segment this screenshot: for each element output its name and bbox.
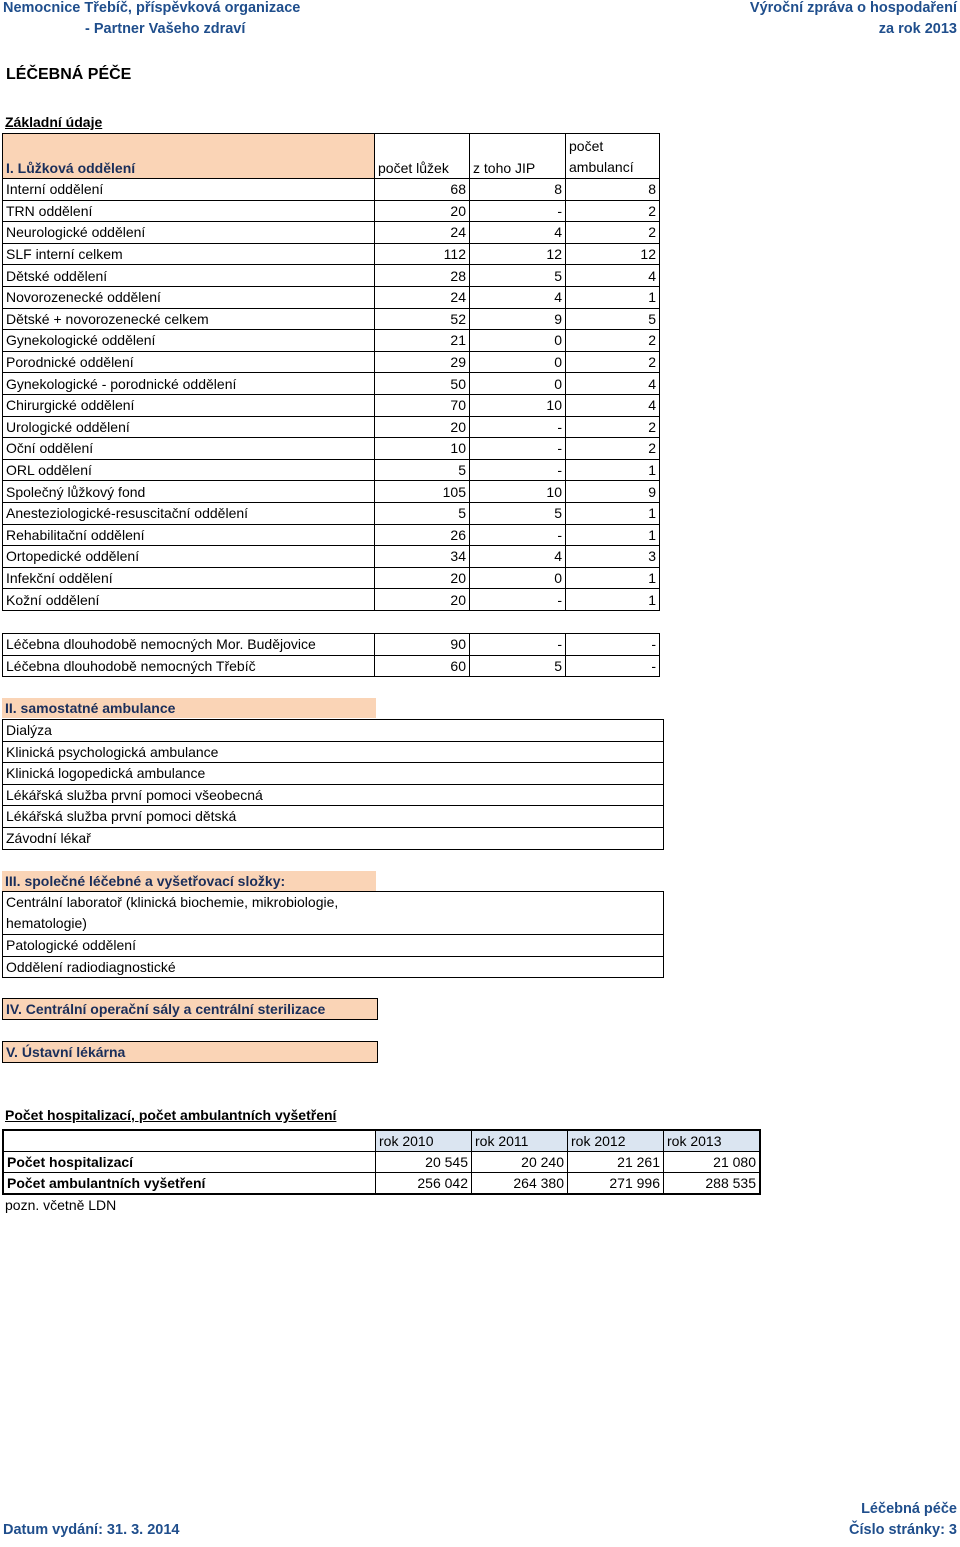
table-row	[3, 481, 660, 503]
department-name: ORL oddělení	[3, 459, 375, 481]
icu-count: -	[470, 524, 566, 546]
beds-count: 24	[375, 286, 470, 308]
icu-count: 8	[470, 179, 566, 201]
page-title: LÉČEBNÁ PÉČE	[6, 66, 132, 83]
beds-count: 29	[375, 351, 470, 373]
ambulance-count: 1	[566, 286, 660, 308]
icu-count: -	[470, 589, 566, 611]
icu-count: 10	[470, 394, 566, 416]
icu-count: 4	[470, 222, 566, 244]
page-number: Číslo stránky: 3	[849, 1522, 957, 1538]
ambulance-count: 2	[566, 351, 660, 373]
stats-table	[2, 1129, 761, 1195]
stats-note: pozn. včetně LDN	[5, 1197, 117, 1213]
department-name: TRN oddělení	[3, 200, 375, 222]
ambulance-count: 9	[566, 481, 660, 503]
table-row	[3, 222, 660, 244]
beds-count: 60	[375, 655, 470, 677]
department-name: Gynekologické - porodnické oddělení	[3, 373, 375, 395]
beds-count: 5	[375, 459, 470, 481]
department-name: Společný lůžkový fond	[3, 481, 375, 503]
section5-title: V. Ústavní lékárna	[2, 1041, 378, 1063]
stats-value: 288 535	[664, 1173, 761, 1195]
table-row	[3, 655, 660, 677]
col-amb-header: počet ambulancí	[566, 134, 660, 179]
section4-title: IV. Centrální operační sály a centrální sterilizace	[2, 998, 378, 1020]
stats-header-row	[3, 1130, 760, 1152]
department-name: Kožní oddělení	[3, 589, 375, 611]
list-item: Centrální laboratoř (klinická biochemie, mikrobiologie, hematologie)	[3, 892, 663, 935]
list-item: Klinická logopedická ambulance	[3, 763, 663, 785]
section1-title: I. Lůžková oddělení	[3, 134, 375, 179]
ambulance-list	[2, 719, 664, 850]
ldn-table	[2, 633, 660, 677]
icu-count: 0	[470, 567, 566, 589]
icu-count: 0	[470, 330, 566, 352]
icu-count: 9	[470, 308, 566, 330]
beds-count: 52	[375, 308, 470, 330]
header-org-slogan: - Partner Vašeho zdraví	[85, 21, 246, 37]
beds-count: 20	[375, 416, 470, 438]
ambulance-count: 3	[566, 546, 660, 568]
list-item: Lékářská služba první pomoci všeobecná	[3, 785, 663, 807]
basic-data-heading: Základní údaje	[5, 114, 103, 130]
table-row	[3, 394, 660, 416]
icu-count: 0	[470, 373, 566, 395]
department-name: Dětské + novorozenecké celkem	[3, 308, 375, 330]
department-name: Oční oddělení	[3, 438, 375, 460]
ambulance-count: 1	[566, 502, 660, 524]
department-name: SLF interní celkem	[3, 243, 375, 265]
icu-count: -	[470, 634, 566, 656]
footer-section-name: Léčebná péče	[861, 1501, 957, 1517]
year-header: rok 2013	[664, 1130, 761, 1152]
ambulance-count: 1	[566, 589, 660, 611]
year-header: rok 2011	[472, 1130, 568, 1152]
ambulance-count: 2	[566, 438, 660, 460]
ambulance-count: 2	[566, 416, 660, 438]
beds-count: 20	[375, 200, 470, 222]
table-row	[3, 351, 660, 373]
ambulance-count: 2	[566, 330, 660, 352]
department-name: Rehabilitační oddělení	[3, 524, 375, 546]
beds-count: 112	[375, 243, 470, 265]
table-row	[3, 1152, 760, 1173]
beds-count: 20	[375, 589, 470, 611]
beds-count: 20	[375, 567, 470, 589]
department-name: Porodnické oddělení	[3, 351, 375, 373]
table-row	[3, 634, 660, 656]
beds-count: 105	[375, 481, 470, 503]
icu-count: 10	[470, 481, 566, 503]
beds-count: 50	[375, 373, 470, 395]
stats-value: 256 042	[376, 1173, 472, 1195]
icu-count: 4	[470, 546, 566, 568]
table-row	[3, 373, 660, 395]
table-row	[3, 589, 660, 611]
table-row	[3, 546, 660, 568]
icu-count: 12	[470, 243, 566, 265]
ambulance-count: -	[566, 634, 660, 656]
icu-count: -	[470, 459, 566, 481]
stats-value: 20 240	[472, 1152, 568, 1173]
beds-count: 21	[375, 330, 470, 352]
department-name: Interní oddělení	[3, 179, 375, 201]
department-name: Ortopedické oddělení	[3, 546, 375, 568]
icu-count: 5	[470, 502, 566, 524]
stats-row-label: Počet hospitalizací	[3, 1152, 376, 1173]
stats-value: 264 380	[472, 1173, 568, 1195]
list-item: Patologické oddělení	[3, 935, 663, 957]
ambulance-count: 4	[566, 373, 660, 395]
icu-count: -	[470, 200, 566, 222]
table-row	[3, 502, 660, 524]
issue-date: Datum vydání: 31. 3. 2014	[3, 1522, 180, 1538]
beds-count: 26	[375, 524, 470, 546]
header-report-year: za rok 2013	[878, 21, 957, 37]
stats-heading: Počet hospitalizací, počet ambulantních vyšetření	[5, 1107, 337, 1123]
beds-count: 68	[375, 179, 470, 201]
ambulance-count: 1	[566, 524, 660, 546]
table-row	[3, 243, 660, 265]
table-row	[3, 179, 660, 201]
ambulance-count: 12	[566, 243, 660, 265]
ambulance-count: 5	[566, 308, 660, 330]
department-name: Novorozenecké oddělení	[3, 286, 375, 308]
table-row	[3, 524, 660, 546]
beds-table	[2, 133, 660, 611]
ambulance-count: 1	[566, 459, 660, 481]
stats-value: 20 545	[376, 1152, 472, 1173]
icu-count: -	[470, 416, 566, 438]
department-name: Léčebna dlouhodobě nemocných Mor. Budějovice	[3, 634, 375, 656]
icu-count: 4	[470, 286, 566, 308]
department-name: Chirurgické oddělení	[3, 394, 375, 416]
table-row	[3, 200, 660, 222]
beds-count: 10	[375, 438, 470, 460]
table-row	[3, 567, 660, 589]
stats-value: 21 261	[568, 1152, 664, 1173]
department-name: Léčebna dlouhodobě nemocných Třebíč	[3, 655, 375, 677]
ambulance-count: 8	[566, 179, 660, 201]
table-row	[3, 330, 660, 352]
beds-count: 34	[375, 546, 470, 568]
col-beds-header: počet lůžek	[375, 134, 470, 179]
ambulance-count: 2	[566, 222, 660, 244]
beds-count: 90	[375, 634, 470, 656]
icu-count: 0	[470, 351, 566, 373]
icu-count: 5	[470, 655, 566, 677]
table-row	[3, 286, 660, 308]
ambulance-count: 2	[566, 200, 660, 222]
beds-count: 5	[375, 502, 470, 524]
table-row	[3, 265, 660, 287]
header-report-title: Výroční zpráva o hospodaření	[749, 0, 957, 16]
table-row	[3, 459, 660, 481]
beds-count: 28	[375, 265, 470, 287]
icu-count: 5	[470, 265, 566, 287]
table-row	[3, 438, 660, 460]
lab-list	[2, 891, 664, 978]
list-item: Lékářská služba první pomoci dětská	[3, 806, 663, 828]
list-item: Klinická psychologická ambulance	[3, 742, 663, 764]
beds-table-header	[3, 134, 660, 179]
blank-cell	[3, 1130, 376, 1152]
table-row	[3, 416, 660, 438]
col-icu-header: z toho JIP	[470, 134, 566, 179]
list-item: Dialýza	[3, 720, 663, 742]
stats-value: 21 080	[664, 1152, 761, 1173]
section2-title: II. samostatné ambulance	[2, 698, 376, 718]
ambulance-count: -	[566, 655, 660, 677]
list-item: Závodní lékař	[3, 828, 663, 850]
stats-row-label: Počet ambulantních vyšetření	[3, 1173, 376, 1195]
ambulance-count: 4	[566, 394, 660, 416]
stats-value: 271 996	[568, 1173, 664, 1195]
ambulance-count: 4	[566, 265, 660, 287]
department-name: Infekční oddělení	[3, 567, 375, 589]
ambulance-count: 1	[566, 567, 660, 589]
section3-title: III. společné léčebné a vyšetřovací složky:	[2, 871, 376, 891]
year-header: rok 2012	[568, 1130, 664, 1152]
department-name: Dětské oddělení	[3, 265, 375, 287]
icu-count: -	[470, 438, 566, 460]
department-name: Gynekologické oddělení	[3, 330, 375, 352]
table-row	[3, 308, 660, 330]
table-row	[3, 1173, 760, 1195]
header-org-name: Nemocnice Třebíč, příspěvková organizace	[3, 0, 301, 16]
department-name: Anesteziologické-resuscitační oddělení	[3, 502, 375, 524]
beds-count: 24	[375, 222, 470, 244]
list-item: Oddělení radiodiagnostické	[3, 957, 663, 979]
beds-count: 70	[375, 394, 470, 416]
department-name: Neurologické oddělení	[3, 222, 375, 244]
department-name: Urologické oddělení	[3, 416, 375, 438]
year-header: rok 2010	[376, 1130, 472, 1152]
